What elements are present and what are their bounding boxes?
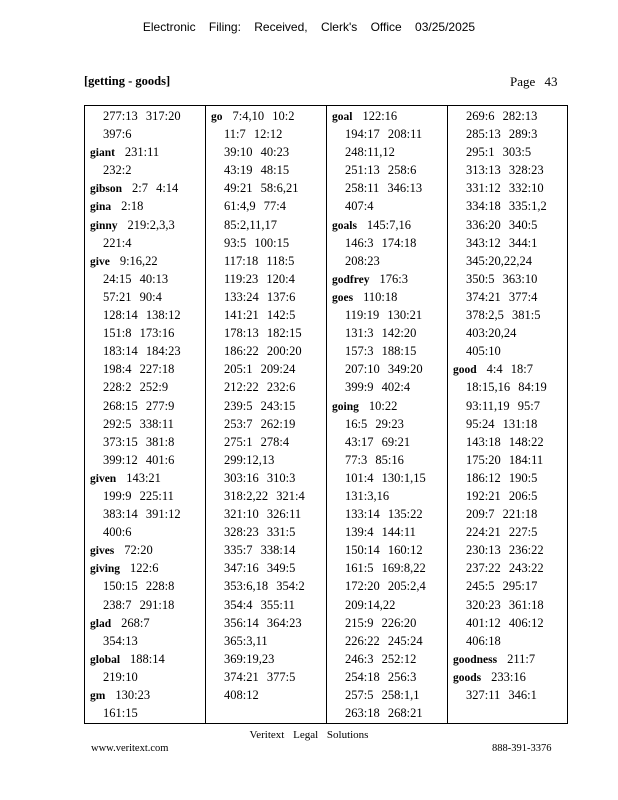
index-continuation [206,596,326,614]
index-references: 383:14 391:12 [103,507,181,522]
index-references: 313:13 328:23 [466,163,544,178]
index-continuation [206,360,326,378]
index-continuation [85,632,205,650]
index-continuation [206,306,326,324]
index-references: 188:14 [130,651,165,666]
index-continuation [327,360,447,378]
index-term: good [453,364,477,377]
index-references: 9:16,22 [119,253,158,268]
footer-company: Veritext Legal Solutions [249,729,369,741]
index-references: 374:21 377:4 [466,289,538,304]
index-continuation [327,469,447,487]
index-continuation [327,596,447,614]
page-number: Page 43 [510,74,558,89]
index-references: 303:16 310:3 [224,470,296,485]
index-references: 18:15,16 84:19 [466,380,547,395]
index-references: 354:4 355:11 [224,597,295,612]
index-references: 219:10 [103,669,138,684]
index-continuation [85,270,205,288]
index-continuation [85,704,205,722]
footer-phone: 888-391-3376 [492,743,552,754]
index-references: 143:21 [126,470,161,485]
index-references: 24:15 40:13 [103,271,169,286]
index-references: 238:7 291:18 [103,597,175,612]
index-continuation [85,107,205,125]
index-continuation [448,107,567,125]
index-continuation [448,505,567,523]
index-continuation [85,306,205,324]
index-references: 186:22 200:20 [224,344,302,359]
index-references: 230:13 236:22 [466,543,544,558]
index-references: 369:19,23 [224,651,275,666]
index-references: 334:18 335:1,2 [466,199,547,214]
index-references: 61:4,9 77:4 [224,199,286,214]
index-references: 209:14,22 [345,597,396,612]
index-continuation [206,541,326,559]
index-references: 130:23 [115,688,151,702]
index-references: 186:12 190:5 [466,470,538,485]
index-references: 328:23 331:5 [224,525,296,540]
index-continuation [206,234,326,252]
index-references: 365:3,11 [224,633,268,648]
index-continuation [448,342,567,360]
index-references: 353:6,18 354:2 [224,579,305,594]
index-entry [85,197,205,215]
index-references: 253:7 262:19 [224,416,296,431]
index-references: 77:3 85:16 [345,452,404,467]
index-continuation [448,306,567,324]
index-continuation [327,632,447,650]
index-continuation [448,324,567,342]
index-references: 221:4 [103,235,132,250]
index-entry [85,559,205,577]
index-references: 263:18 268:21 [345,706,423,721]
index-references: 285:13 289:3 [466,127,538,142]
index-continuation [85,433,205,451]
index-entry [85,686,205,704]
index-continuation [85,523,205,541]
index-references: 406:18 [466,633,501,648]
index-term: glad [90,617,112,630]
index-references: 39:10 40:23 [224,145,290,160]
index-continuation [85,487,205,505]
index-references: 43:17 69:21 [345,434,411,449]
index-continuation [206,668,326,686]
index-references: 219:2,3,3 [127,217,175,232]
index-references: 110:18 [363,289,398,304]
index-references: 49:21 58:6,21 [224,181,299,196]
word-index-table [84,105,568,724]
index-continuation [206,397,326,415]
index-references: 268:7 [121,615,150,630]
index-continuation [206,505,326,523]
index-column-4 [448,106,567,723]
index-references: 226:22 245:24 [345,633,423,648]
index-references: 117:18 118:5 [224,253,295,268]
index-entry [327,216,447,234]
index-term: godfrey [332,273,370,286]
index-references: 232:2 [103,163,132,178]
index-entry [85,650,205,668]
index-continuation [448,596,567,614]
index-references: 257:5 258:1,1 [345,688,420,702]
index-term: gives [90,545,115,558]
index-continuation [206,161,326,179]
index-continuation [448,523,567,541]
index-references: 101:4 130:1,15 [345,470,426,485]
index-references: 224:21 227:5 [466,525,538,540]
index-references: 233:16 [491,669,526,684]
index-references: 122:16 [362,109,398,123]
index-term: ginny [90,219,118,232]
index-references: 321:10 326:11 [224,507,302,522]
index-continuation [206,179,326,197]
index-references: 57:21 90:4 [103,289,162,304]
index-continuation [448,686,567,704]
index-continuation [327,686,447,704]
index-references: 93:5 100:15 [224,235,290,250]
index-references: 254:18 256:3 [345,669,417,684]
index-continuation [206,288,326,306]
index-references: 327:11 346:1 [466,688,537,702]
index-continuation [85,360,205,378]
index-continuation [206,378,326,396]
index-references: 269:6 282:13 [466,109,538,123]
index-references: 248:11,12 [345,145,395,160]
index-references: 133:14 135:22 [345,507,423,522]
index-entry [85,469,205,487]
index-references: 237:22 243:22 [466,561,544,576]
index-continuation [327,559,447,577]
index-references: 331:12 332:10 [466,181,544,196]
index-continuation [448,451,567,469]
index-entry [327,397,447,415]
index-references: 146:3 174:18 [345,235,417,250]
index-continuation [327,433,447,451]
index-continuation [206,487,326,505]
index-references: 157:3 188:15 [345,344,417,359]
index-entry [85,614,205,632]
index-continuation [206,216,326,234]
index-continuation [448,632,567,650]
index-range: [getting - goods] [84,74,171,88]
index-continuation [327,143,447,161]
index-references: 231:11 [124,145,160,160]
index-references: 212:22 232:6 [224,380,296,395]
index-references: 258:11 346:13 [345,181,423,196]
index-term: given [90,472,117,485]
index-references: 407:4 [345,199,374,214]
index-references: 128:14 138:12 [103,308,181,323]
index-references: 119:23 120:4 [224,271,295,286]
index-term: goods [453,671,482,684]
index-continuation [448,197,567,215]
index-references: 399:9 402:4 [345,380,411,395]
index-continuation [85,668,205,686]
index-references: 95:24 131:18 [466,416,538,431]
index-continuation [85,378,205,396]
index-continuation [448,125,567,143]
index-continuation [327,577,447,595]
index-references: 131:3,16 [345,488,390,503]
index-references: 72:20 [124,543,153,558]
index-continuation [327,252,447,270]
index-continuation [327,487,447,505]
index-continuation [85,342,205,360]
index-continuation [85,288,205,306]
index-continuation [206,415,326,433]
index-references: 198:4 227:18 [103,362,175,377]
index-references: 11:7 12:12 [224,127,283,142]
index-references: 93:11,19 95:7 [466,398,540,413]
index-references: 336:20 340:5 [466,217,538,232]
index-term: goal [332,111,353,123]
index-continuation [85,596,205,614]
index-continuation [448,614,567,632]
index-references: 133:24 137:6 [224,289,296,304]
index-term: go [211,111,223,123]
index-entry [327,107,447,125]
index-continuation [448,433,567,451]
index-references: 405:10 [466,344,501,359]
index-continuation [85,451,205,469]
index-term: giving [90,563,121,576]
index-references: 397:6 [103,127,132,142]
index-term: gibson [90,183,122,196]
index-references: 399:12 401:6 [103,452,175,467]
index-references: 295:1 303:5 [466,145,532,160]
index-references: 350:5 363:10 [466,271,538,286]
index-references: 292:5 338:11 [103,416,174,431]
index-references: 400:6 [103,525,132,540]
index-continuation [448,270,567,288]
index-entry [448,650,567,668]
index-continuation [327,125,447,143]
index-continuation [85,324,205,342]
index-continuation [448,559,567,577]
index-term: giant [90,147,115,160]
index-references: 408:12 [224,688,259,702]
index-references: 161:15 [103,706,138,721]
index-continuation [327,451,447,469]
index-references: 178:13 182:15 [224,326,302,341]
index-references: 345:20,22,24 [466,253,532,268]
index-continuation [448,577,567,595]
index-references: 374:21 377:5 [224,669,296,684]
index-continuation [327,234,447,252]
index-continuation [206,270,326,288]
index-references: 356:14 364:23 [224,615,302,630]
index-references: 43:19 48:15 [224,163,290,178]
index-references: 161:5 169:8,22 [345,561,426,576]
index-references: 354:13 [103,633,138,648]
index-references: 215:9 226:20 [345,615,417,630]
index-continuation [85,125,205,143]
index-continuation [448,541,567,559]
index-continuation [448,161,567,179]
index-continuation [206,342,326,360]
index-continuation [85,577,205,595]
index-continuation [327,704,447,722]
index-continuation [448,378,567,396]
index-references: 85:2,11,17 [224,217,278,232]
index-references: 239:5 243:15 [224,398,296,413]
index-continuation [327,161,447,179]
index-continuation [448,234,567,252]
index-entry [448,668,567,686]
index-references: 7:4,10 10:2 [232,109,295,123]
index-entry [85,179,205,197]
index-continuation [206,523,326,541]
index-references: 277:13 317:20 [103,109,181,123]
index-continuation [206,451,326,469]
index-references: 378:2,5 381:5 [466,308,541,323]
index-references: 320:23 361:18 [466,597,544,612]
index-references: 2:7 4:14 [131,181,179,196]
index-continuation [206,143,326,161]
filing-stamp: Electronic Filing: Received, Clerk's Office 03/25/2025 [142,20,476,34]
index-continuation [327,541,447,559]
index-references: 172:20 205:2,4 [345,579,426,594]
index-continuation [327,197,447,215]
index-term: give [90,255,110,268]
index-entry [85,216,205,234]
index-continuation [206,559,326,577]
index-continuation [327,306,447,324]
index-continuation [448,252,567,270]
index-references: 151:8 173:16 [103,326,175,341]
index-references: 268:15 277:9 [103,398,175,413]
index-references: 16:5 29:23 [345,416,404,431]
index-term: going [332,400,359,413]
index-references: 10:22 [368,398,398,413]
index-references: 192:21 206:5 [466,488,538,503]
index-entry [85,252,205,270]
index-continuation [327,505,447,523]
index-continuation [448,143,567,161]
index-entry [327,270,447,288]
index-references: 335:7 338:14 [224,543,296,558]
index-entry [327,288,447,306]
index-continuation [206,650,326,668]
index-continuation [206,433,326,451]
index-continuation [448,415,567,433]
index-references: 175:20 184:11 [466,452,544,467]
index-column-2 [206,106,327,723]
index-references: 194:17 208:11 [345,127,423,142]
index-column-1 [85,106,206,723]
index-references: 245:5 295:17 [466,579,538,594]
index-term: gina [90,201,112,214]
index-continuation [327,668,447,686]
index-continuation [448,179,567,197]
index-references: 208:23 [345,253,380,268]
index-continuation [85,397,205,415]
footer-website: www.veritext.com [91,743,169,754]
index-continuation [206,686,326,704]
index-continuation [327,179,447,197]
index-continuation [448,397,567,415]
index-references: 205:1 209:24 [224,362,296,377]
index-continuation [85,234,205,252]
index-references: 347:16 349:5 [224,561,296,576]
index-references: 251:13 258:6 [345,163,417,178]
index-entry [85,143,205,161]
index-continuation [327,324,447,342]
index-references: 122:6 [130,561,159,576]
index-references: 199:9 225:11 [103,488,174,503]
index-continuation [85,415,205,433]
index-continuation [448,216,567,234]
index-references: 299:12,13 [224,452,275,467]
index-term: goals [332,219,357,232]
index-continuation [448,487,567,505]
index-references: 209:7 221:18 [466,507,538,522]
index-term: global [90,653,121,666]
index-references: 150:14 160:12 [345,543,423,558]
index-continuation [206,577,326,595]
index-continuation [206,614,326,632]
index-references: 2:18 [121,199,144,214]
index-references: 318:2,22 321:4 [224,488,305,503]
index-references: 139:4 144:11 [345,525,416,540]
index-continuation [327,523,447,541]
index-references: 150:15 228:8 [103,579,175,594]
index-references: 246:3 252:12 [345,651,417,666]
index-references: 145:7,16 [366,217,412,232]
index-term: goes [332,291,354,304]
index-continuation [448,469,567,487]
index-references: 403:20,24 [466,326,517,341]
index-entry [206,107,326,125]
index-references: 401:12 406:12 [466,615,544,630]
index-references: 141:21 142:5 [224,308,296,323]
index-continuation [327,614,447,632]
index-continuation [327,650,447,668]
index-references: 211:7 [507,651,536,666]
index-continuation [206,252,326,270]
index-continuation [448,288,567,306]
index-references: 275:1 278:4 [224,434,290,449]
index-entry [448,360,567,378]
index-continuation [85,161,205,179]
index-continuation [327,342,447,360]
index-continuation [327,378,447,396]
index-continuation [206,632,326,650]
index-references: 228:2 252:9 [103,380,169,395]
index-references: 207:10 349:20 [345,362,423,377]
index-references: 373:15 381:8 [103,434,175,449]
index-continuation [206,125,326,143]
index-continuation [327,415,447,433]
index-column-3 [327,106,448,723]
index-references: 4:4 18:7 [486,362,533,377]
index-continuation [206,324,326,342]
index-term: goodness [453,653,498,666]
index-continuation [206,197,326,215]
index-references: 143:18 148:22 [466,434,544,449]
index-continuation [85,505,205,523]
index-references: 176:3 [379,271,408,286]
index-references: 119:19 130:21 [345,308,423,323]
index-continuation [206,469,326,487]
index-references: 343:12 344:1 [466,235,538,250]
index-term: gm [90,690,106,702]
index-entry [85,541,205,559]
index-references: 131:3 142:20 [345,326,417,341]
index-references: 183:14 184:23 [103,344,181,359]
